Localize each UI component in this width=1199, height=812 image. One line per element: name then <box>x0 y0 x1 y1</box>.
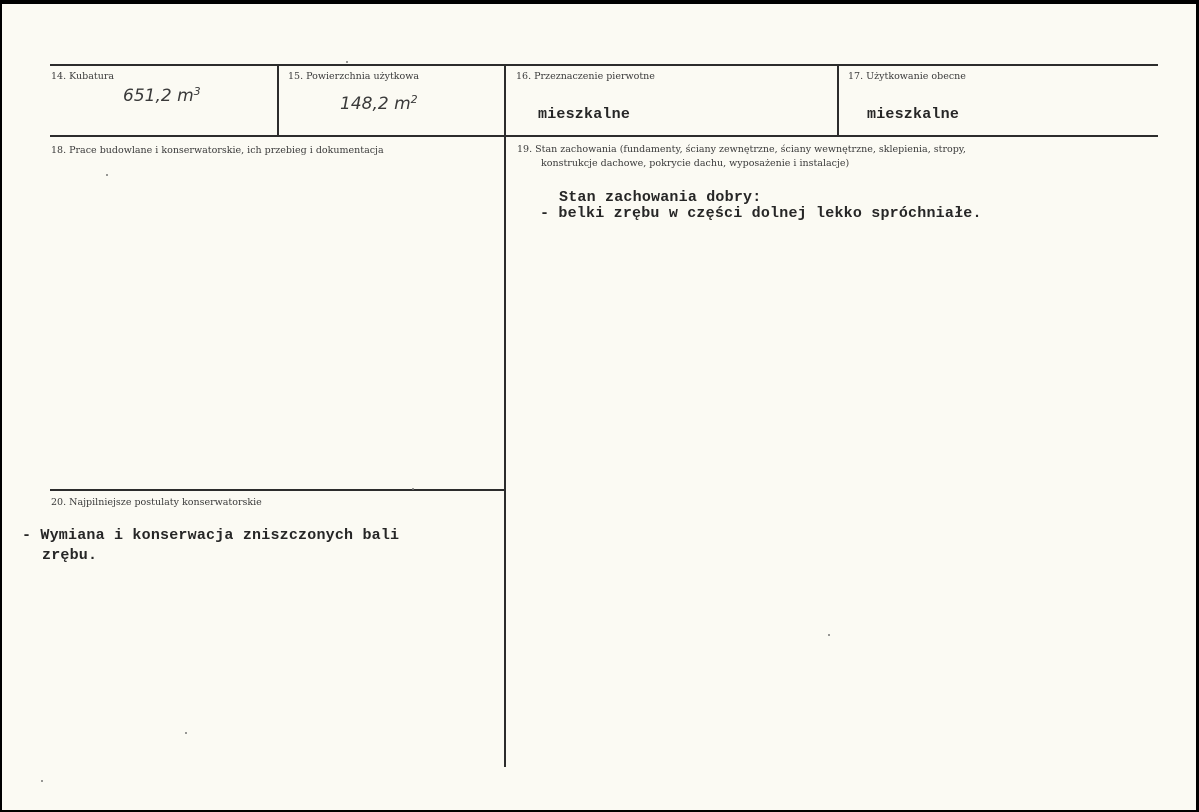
rule-section-20 <box>50 489 504 491</box>
field-18-label: 18. Prace budowlane i konserwatorskie, ich przebieg i dokumentacja <box>51 145 384 156</box>
field-14-exponent: 3 <box>193 85 201 98</box>
field-15-exponent: 2 <box>410 93 418 106</box>
field-15-label: 15. Powierzchnia użytkowa <box>288 71 420 82</box>
top-rule <box>50 64 1158 66</box>
field-20-text-line2: zrębu. <box>42 547 98 564</box>
divider-16-17 <box>837 65 839 136</box>
field-19-label-line2: konstrukcje dachowe, pokrycie dachu, wyposażenie i instalacje) <box>541 158 850 169</box>
field-17-label: 17. Użytkowanie obecne <box>848 71 966 82</box>
field-15-number: 148,2 m <box>340 94 411 114</box>
field-19-text-line2: - belki zrębu w części dolnej lekko spróchniałe. <box>540 205 982 222</box>
middle-rule <box>50 135 1158 137</box>
field-20-text-line1: - Wymiana i konserwacja zniszczonych bali <box>22 527 400 544</box>
paper-speck <box>106 174 108 176</box>
field-17-value: mieszkalne <box>867 106 960 123</box>
field-16-value: mieszkalne <box>538 106 631 123</box>
field-19-label-line1: 19. Stan zachowania (fundamenty, ściany zewnętrzne, ściany wewnętrzne, sklepienia, stropy, <box>517 144 966 155</box>
record-card <box>2 4 1196 810</box>
field-19-text-line1: Stan zachowania dobry: <box>559 189 762 206</box>
field-14-label: 14. Kubatura <box>51 71 115 82</box>
field-14-number: 651,2 m <box>123 86 194 106</box>
divider-15-16 <box>504 65 506 136</box>
divider-14-15 <box>277 65 279 136</box>
paper-speck <box>185 732 187 734</box>
field-20-label: 20. Najpilniejsze postulaty konserwatorskie <box>51 497 262 508</box>
field-15-value <box>340 93 418 114</box>
field-14-value <box>123 85 201 106</box>
paper-speck <box>412 488 414 490</box>
paper-speck <box>346 61 348 63</box>
field-16-label: 16. Przeznaczenie pierwotne <box>516 71 655 82</box>
paper-speck <box>41 780 43 782</box>
paper-speck <box>828 634 830 636</box>
divider-main-vertical <box>504 136 506 767</box>
